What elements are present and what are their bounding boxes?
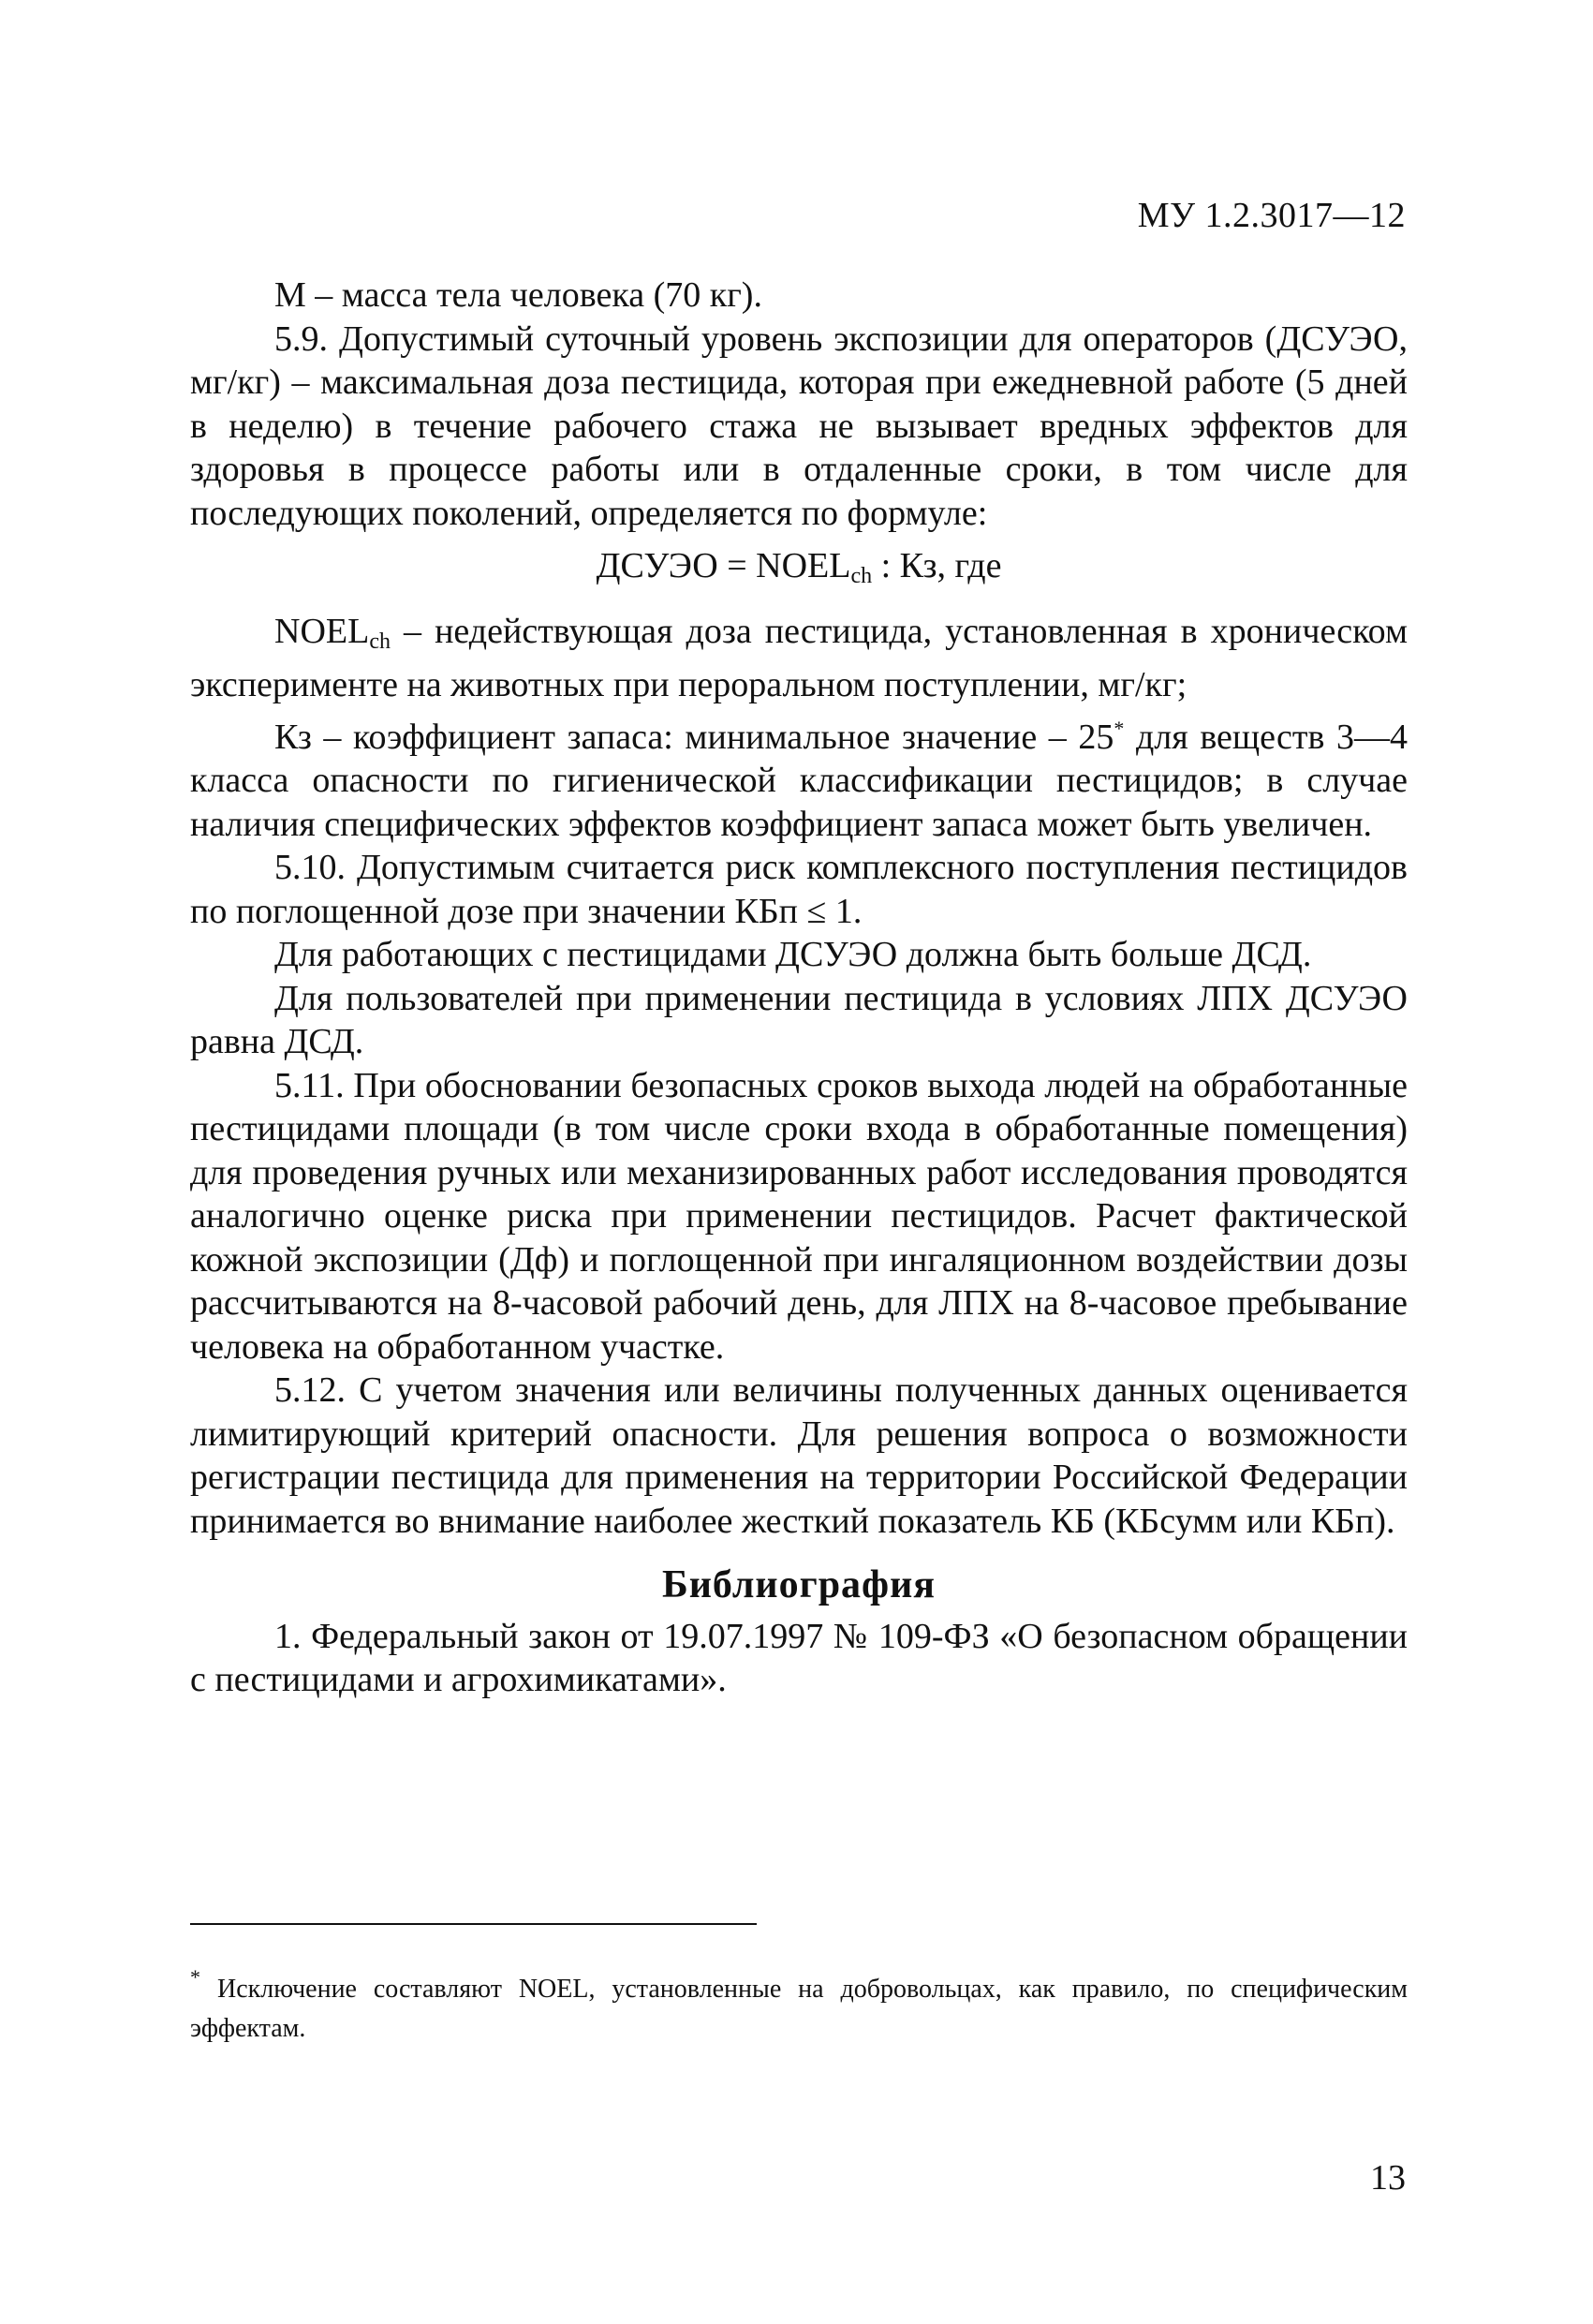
kz-definition-end: для веществ 3—4 класса опасности по гигиенической классификации пестицидов; в случае наличия специфических эффектов коэффициент запаса может быть увеличен.	[190, 717, 1408, 844]
formula-subscript: ch	[850, 564, 873, 588]
bibliography-heading: Библиография	[661, 1563, 937, 1606]
document-code: МУ 1.2.3017—12	[1137, 196, 1406, 235]
paragraph-5-12: 5.12. С учетом значения или величины полученных данных оценивается лимитирующий критерий опасности. Для решения вопроса о возможности регистрации пестицида для применения на территории Российской Федерации принимается во внимание наиболее жесткий показатель КБ (КБсумм или КБп).	[190, 1370, 1408, 1541]
paragraph-5-9: 5.9. Допустимый суточный уровень экспозиции для операторов (ДСУЭО, мг/кг) – максимальная доза пестицида, которая при ежедневной работе (5 дней в неделю) в течение рабочего стажа не вызывает вредных эффектов для здоровья в процессе работы или в отдаленные сроки, в том числе для последующих поколений, определяется по формуле:	[190, 318, 1408, 533]
formula-left: ДСУЭО = NOEL	[596, 546, 851, 585]
footnote-divider	[190, 1923, 757, 1925]
paragraph-noel-definition	[190, 610, 1408, 707]
paragraph-5-11: 5.11. При обосновании безопасных сроков выхода людей на обработанные пестицидами площади (в том числе сроки входа в обработанные помещения) для проведения ручных или механизированных работ исследования проводятся аналогично оценке риска при применении пестицидов. Расчет фактической кожной экспозиции (Дф) и поглощенной при ингаляционном воздействии дозы рассчитываются на 8-часовой рабочий день, для ЛПХ на 8-часовое пребывание человека на обработанном участке.	[190, 1065, 1408, 1367]
formula-dsueo	[190, 535, 1408, 599]
paragraph-kz-definition	[190, 707, 1408, 847]
document-body	[190, 274, 1408, 1702]
paragraph-workers: Для работающих с пестицидами ДСУЭО должна быть больше ДСД.	[274, 935, 1312, 974]
paragraph-users: Для пользователей при применении пестицида в условиях ЛПХ ДСУЭО равна ДСД.	[190, 978, 1408, 1061]
paragraph-body-mass: М – масса тела человека (70 кг).	[274, 275, 762, 315]
footnote	[190, 1958, 1408, 2049]
noel-subscript: ch	[369, 629, 391, 654]
noel-definition-text: – недействующая доза пестицида, установленная в хроническом эксперименте на животных при пероральном поступлении, мг/кг;	[190, 611, 1408, 704]
paragraph-5-10: 5.10. Допустимым считается риск комплексного поступления пестицидов по поглощенной дозе при значении КБп ≤ 1.	[190, 848, 1408, 931]
footnote-reference: *	[1114, 716, 1125, 740]
bibliography-item: 1. Федеральный закон от 19.07.1997 № 109-ФЗ «О безопасном обращении с пестицидами и агрохимикатами».	[190, 1616, 1408, 1699]
footnote-text: Исключение составляют NOEL, установленные на добровольцах, как правило, по специфическим эффектам.	[190, 1975, 1408, 2043]
noel-term: NOEL	[274, 611, 370, 651]
page-number: 13	[1370, 2158, 1406, 2198]
kz-definition-start: Кз – коэффициент запаса: минимальное значение – 25	[274, 717, 1114, 757]
formula-right: : Кз, где	[872, 546, 1002, 585]
footnote-mark: *	[190, 1965, 200, 1989]
